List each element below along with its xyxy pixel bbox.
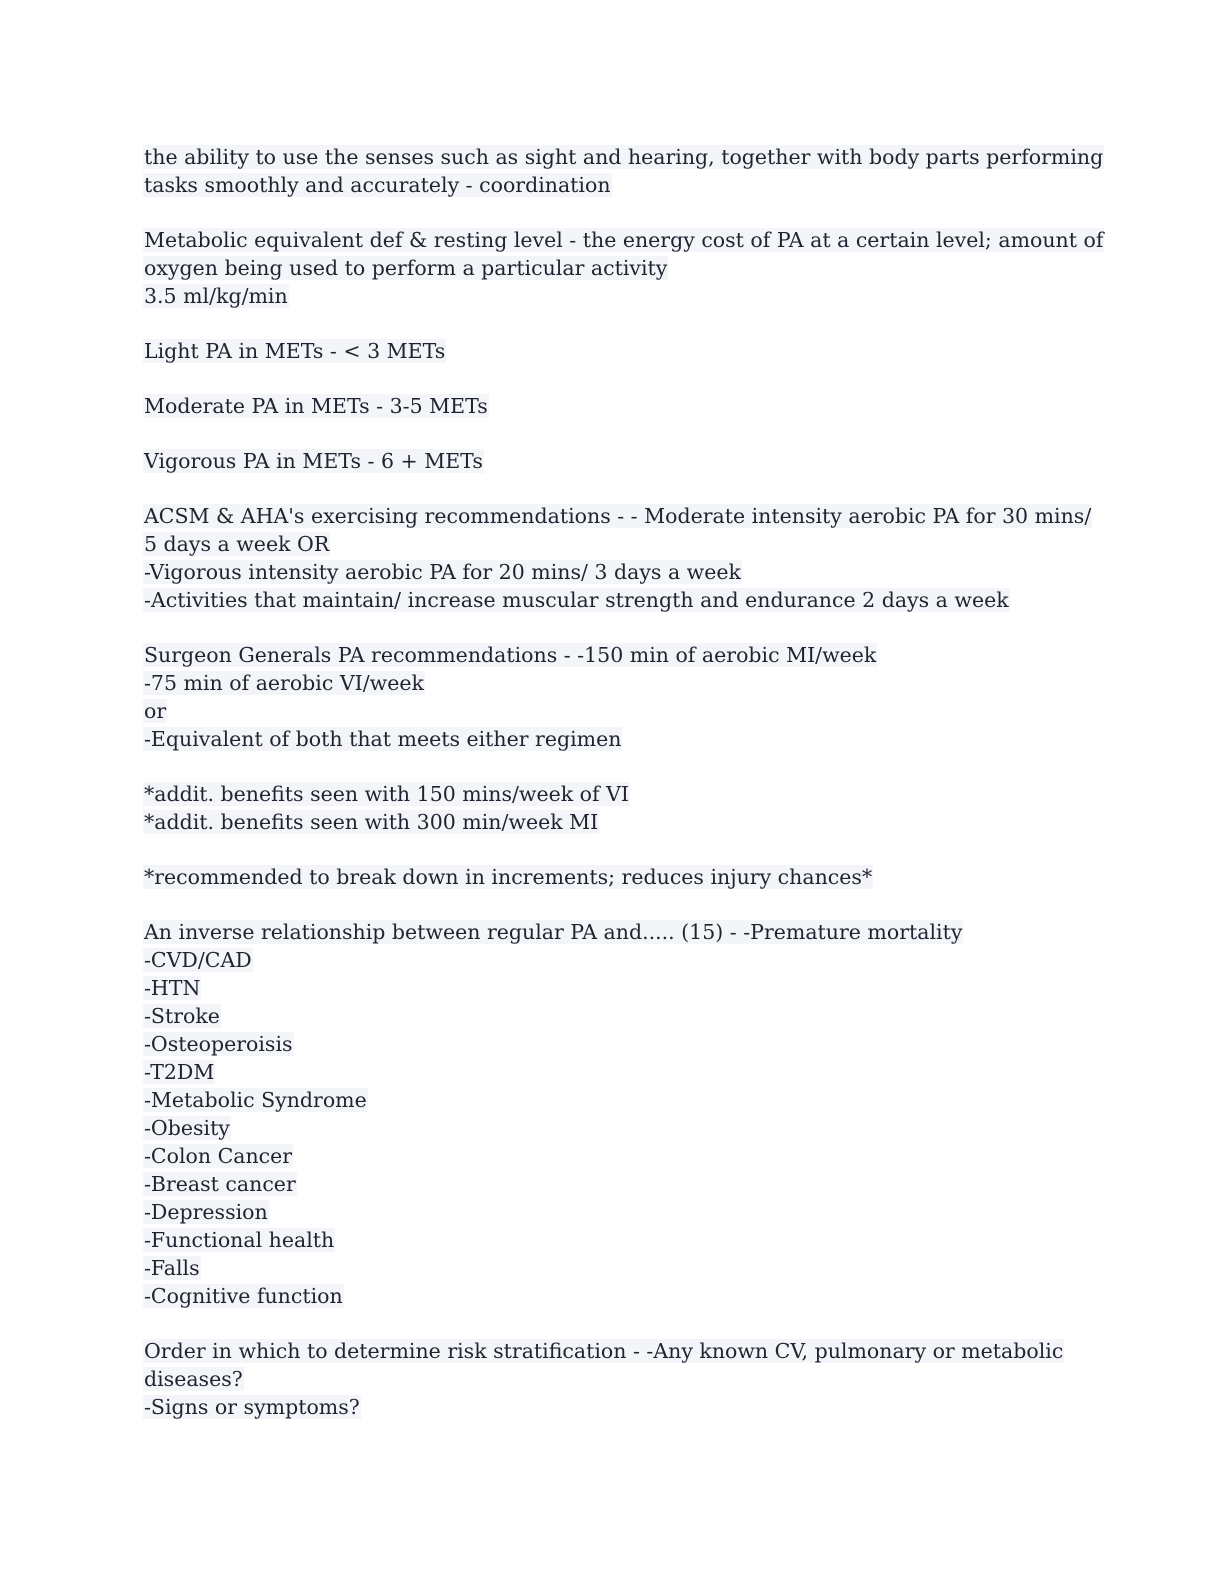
list-item: -Metabolic Syndrome bbox=[144, 1088, 367, 1112]
list-item: -T2DM bbox=[144, 1060, 215, 1084]
text-line: oxygen being used to perform a particular activity bbox=[144, 256, 668, 280]
text-line: Order in which to determine risk stratification - -Any known CV, pulmonary or metabolic bbox=[144, 1339, 1064, 1363]
flashcard-additional-benefits bbox=[143, 780, 1083, 836]
document-body bbox=[143, 143, 1104, 1448]
text-line: *addit. benefits seen with 150 mins/week of VI bbox=[144, 782, 630, 806]
list-item: -Obesity bbox=[144, 1116, 230, 1140]
text-line: Light PA in METs - < 3 METs bbox=[144, 339, 446, 363]
flashcard-surgeon-general bbox=[143, 641, 1083, 753]
text-line: 5 days a week OR bbox=[144, 532, 330, 556]
list-item: -Functional health bbox=[144, 1228, 335, 1252]
flashcard-metabolic-equivalent bbox=[143, 226, 1104, 310]
list-item: -HTN bbox=[144, 976, 201, 1000]
flashcard-vigorous-pa bbox=[143, 447, 1083, 475]
text-line: *recommended to break down in increments; reduces injury chances* bbox=[144, 865, 873, 889]
text-line: Moderate PA in METs - 3-5 METs bbox=[144, 394, 488, 418]
text-line: An inverse relationship between regular PA and..... (15) - -Premature mortality bbox=[144, 920, 963, 944]
text-line: Vigorous PA in METs - 6 + METs bbox=[144, 449, 483, 473]
text-line: -Activities that maintain/ increase muscular strength and endurance 2 days a week bbox=[144, 588, 1009, 612]
text-line: -Signs or symptoms? bbox=[144, 1395, 360, 1419]
list-item: -CVD/CAD bbox=[144, 948, 252, 972]
text-line: Metabolic equivalent def & resting level - the energy cost of PA at a certain level; amount of bbox=[144, 228, 1104, 252]
flashcard-moderate-pa bbox=[143, 392, 1083, 420]
list-item: -Falls bbox=[144, 1256, 200, 1280]
flashcard-acsm-aha bbox=[143, 502, 1092, 614]
flashcard-coordination bbox=[143, 143, 1104, 199]
text-line: *addit. benefits seen with 300 min/week MI bbox=[144, 810, 599, 834]
text-line: diseases? bbox=[144, 1367, 243, 1391]
text-line: -75 min of aerobic VI/week bbox=[144, 671, 424, 695]
text-line: -Equivalent of both that meets either regimen bbox=[144, 727, 622, 751]
list-item: -Osteoperoisis bbox=[144, 1032, 293, 1056]
text-line: ACSM & AHA's exercising recommendations - - Moderate intensity aerobic PA for 30 mins/ bbox=[144, 504, 1092, 528]
list-item: -Breast cancer bbox=[144, 1172, 296, 1196]
flashcard-inverse-relationship bbox=[143, 918, 1083, 1310]
text-line: 3.5 ml/kg/min bbox=[144, 284, 288, 308]
text-line: -Vigorous intensity aerobic PA for 20 mins/ 3 days a week bbox=[144, 560, 741, 584]
list-item: -Cognitive function bbox=[144, 1284, 343, 1308]
list-item: -Depression bbox=[144, 1200, 268, 1224]
flashcard-risk-stratification bbox=[143, 1337, 1083, 1421]
text-line: or bbox=[144, 699, 167, 723]
flashcard-increments-note bbox=[143, 863, 1083, 891]
text-line: the ability to use the senses such as sight and hearing, together with body parts performing bbox=[144, 145, 1104, 169]
list-item: -Colon Cancer bbox=[144, 1144, 293, 1168]
flashcard-light-pa bbox=[143, 337, 1083, 365]
text-line: Surgeon Generals PA recommendations - -150 min of aerobic MI/week bbox=[144, 643, 877, 667]
text-line: tasks smoothly and accurately - coordination bbox=[144, 173, 611, 197]
list-item: -Stroke bbox=[144, 1004, 220, 1028]
